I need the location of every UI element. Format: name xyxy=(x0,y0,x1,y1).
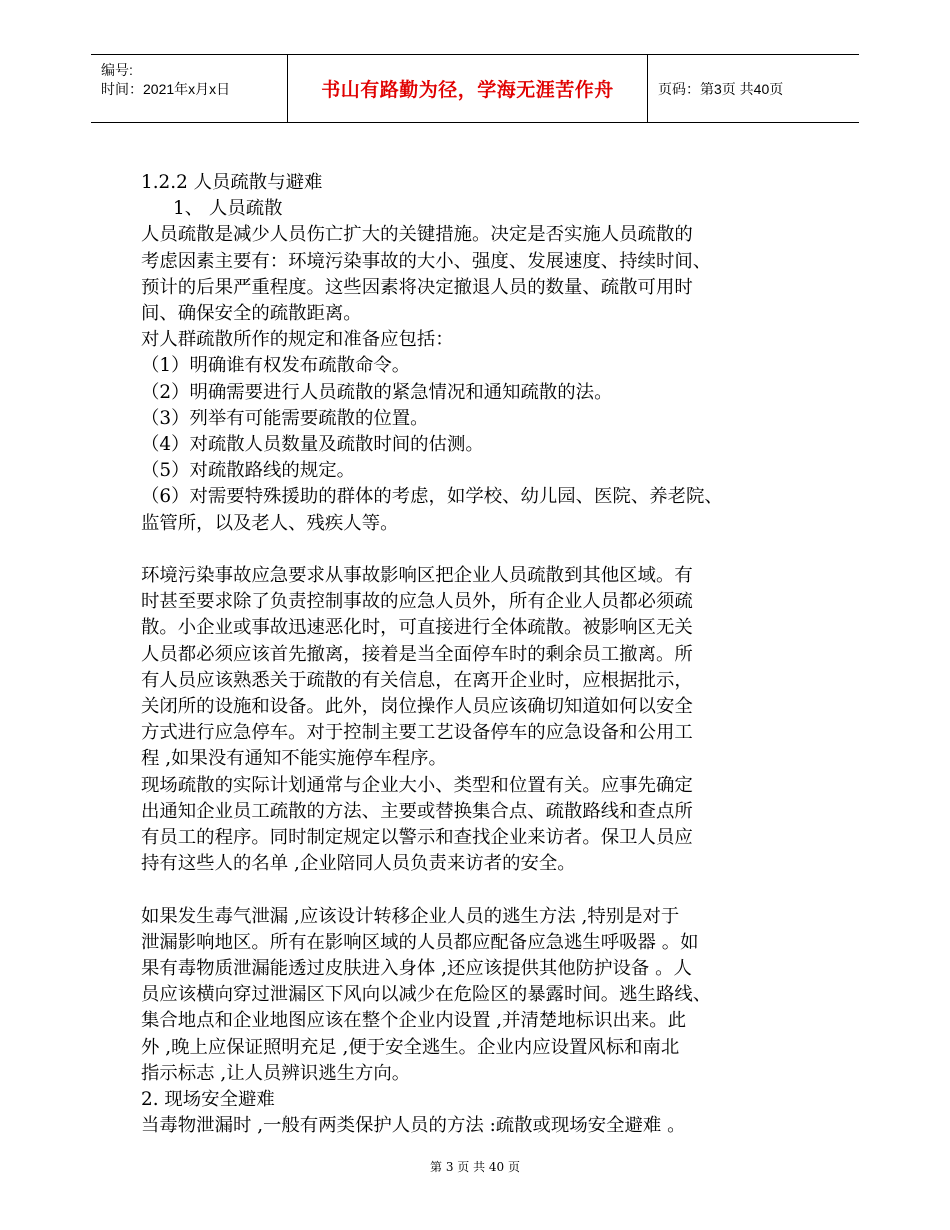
paragraph-line: 人员疏散是减少人员伤亡扩大的关键措施。决定是否实施人员疏散的 xyxy=(141,224,693,246)
paragraph-line: 现场疏散的实际计划通常与企业大小、类型和位置有关。应事先确定 xyxy=(141,774,693,796)
subsection-title: 2. 现场安全避难 xyxy=(141,1089,275,1111)
paragraph-line: 对人群疏散所作的规定和准备应包括： xyxy=(141,329,454,351)
paragraph-line: 预计的后果严重程度。这些因素将决定撤退人员的数量、疏散可用时 xyxy=(141,276,693,298)
paragraph-line: 人员都必须应该首先撤离，接着是当全面停车时的剩余员工撤离。所 xyxy=(141,643,693,665)
header-meta xyxy=(101,61,230,99)
list-item: （6）对需要特殊援助的群体的考虑，如学校、幼儿园、医院、养老院、 xyxy=(141,486,723,508)
list-item: 监管所，以及老人、残疾人等。 xyxy=(141,512,399,534)
list-item: （4）对疏散人员数量及疏散时间的估测。 xyxy=(141,434,484,456)
document-body xyxy=(141,170,821,1139)
paragraph-line: 泄漏影响地区。所有在影响区域的人员都应配备应急逃生呼吸器 。如 xyxy=(141,931,699,953)
paragraph-line: 当毒物泄漏时 ,一般有两类保护人员的方法 :疏散或现场安全避难 。 xyxy=(141,1115,686,1137)
list-item: （2）明确需要进行人员疏散的紧急情况和通知疏散的法。 xyxy=(141,381,613,403)
paragraph-line: 员应该横向穿过泄漏区下风向以减少在危险区的暴露时间。逃生路线、 xyxy=(141,984,712,1006)
list-item: （5）对疏散路线的规定。 xyxy=(141,460,355,482)
paragraph-line: 关闭所的设施和设备。此外，岗位操作人员应该确切知道如何以安全 xyxy=(141,696,693,718)
paragraph-line: 持有这些人的名单 ,企业陪同人员负责来访者的安全。 xyxy=(141,853,576,875)
page-header xyxy=(91,54,859,123)
paragraph-line: 间、确保安全的疏散距离。 xyxy=(141,303,362,325)
paragraph-line: 考虑因素主要有：环境污染事故的大小、强度、发展速度、持续时间、 xyxy=(141,250,712,272)
paragraph-line: 指示标志 ,让人员辨识逃生方向。 xyxy=(141,1062,411,1084)
list-item: （3）列举有可能需要疏散的位置。 xyxy=(141,407,429,429)
header-motto: 书山有路勤为径，学海无涯苦作舟 xyxy=(287,55,648,122)
paragraph-line: 果有毒物质泄漏能透过皮肤进入身体 ,还应该提供其他防护设备 。人 xyxy=(141,958,692,980)
paragraph-line: 程 ,如果没有通知不能实施停车程序。 xyxy=(141,748,447,770)
paragraph-line: 如果发生毒气泄漏 ,应该设计转移企业人员的逃生方法 ,特别是对于 xyxy=(141,905,680,927)
subsection-title: 1、 人员疏散 xyxy=(173,198,283,220)
paragraph-line: 集合地点和企业地图应该在整个企业内设置 ,并清楚地标识出来。此 xyxy=(141,1010,687,1032)
paragraph-line: 外 ,晚上应保证照明充足 ,便于安全逃生。企业内应设置风标和南北 xyxy=(141,1036,680,1058)
time-label: 时间：2021年x月x日 xyxy=(101,81,231,97)
number-label: 编号: xyxy=(101,62,133,78)
blank-line xyxy=(141,877,821,903)
paragraph-line: 散。小企业或事故迅速恶化时，可直接进行全体疏散。被影响区无关 xyxy=(141,617,693,639)
page-footer: 第 3 页 共 40 页 xyxy=(430,1160,520,1174)
paragraph-line: 方式进行应急停车。对于控制主要工艺设备停车的应急设备和公用工 xyxy=(141,722,693,744)
blank-line xyxy=(141,537,821,563)
paragraph-line: 时甚至要求除了负责控制事故的应急人员外，所有企业人员都必须疏 xyxy=(141,591,693,613)
section-title: 1.2.2 人员疏散与避难 xyxy=(141,172,323,193)
list-item: （1）明确谁有权发布疏散命令。 xyxy=(141,355,411,377)
paragraph-line: 出通知企业员工疏散的方法、主要或替换集合点、疏散路线和查点所 xyxy=(141,800,693,822)
header-page-label: 页码：第3页 共40页 xyxy=(658,80,784,97)
paragraph-line: 有人员应该熟悉关于疏散的有关信息，在离开企业时，应根据批示， xyxy=(141,669,693,691)
paragraph-line: 有员工的程序。同时制定规定以警示和查找企业来访者。保卫人员应 xyxy=(141,827,693,849)
paragraph-line: 环境污染事故应急要求从事故影响区把企业人员疏散到其他区域。有 xyxy=(141,565,693,587)
